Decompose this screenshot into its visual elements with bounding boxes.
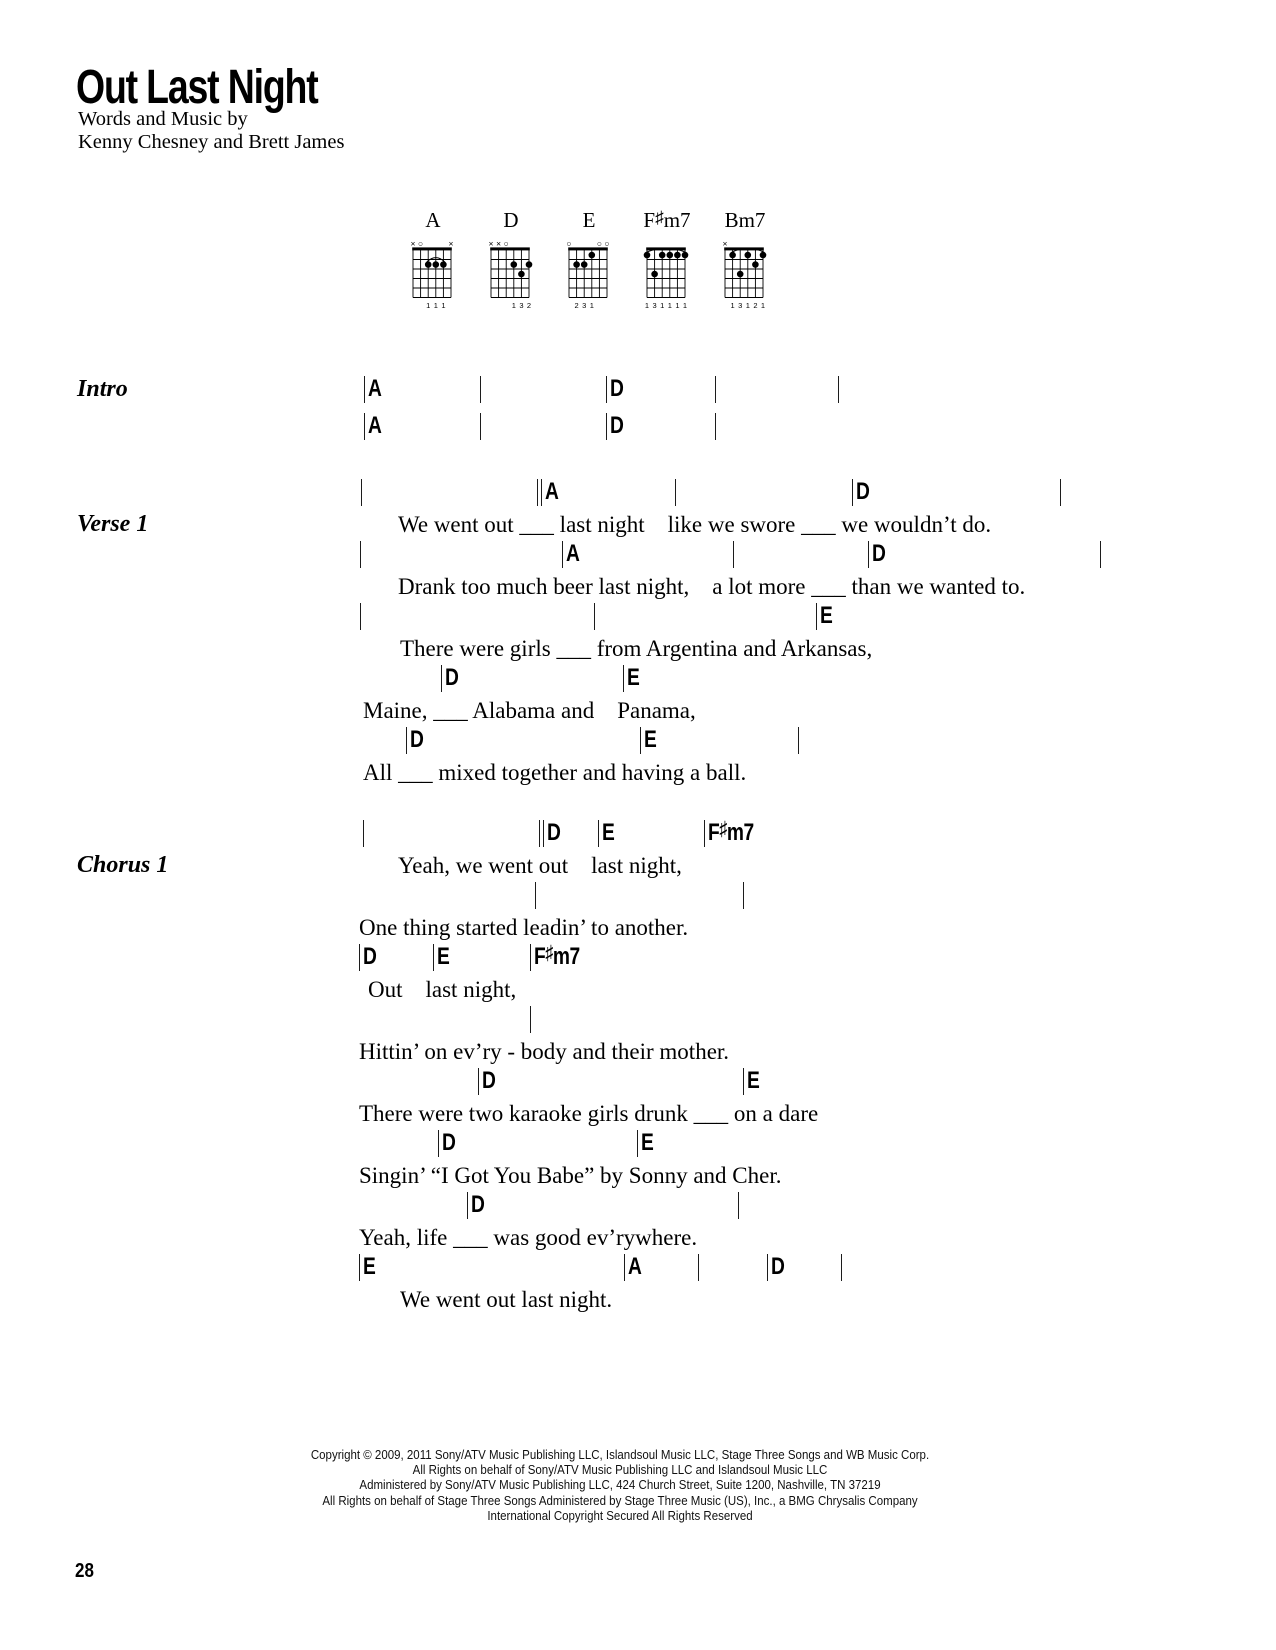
chord-symbol: D [471,1191,485,1218]
barline [363,820,364,847]
barline [598,820,599,847]
muted-string-marker: × [410,238,416,249]
barline [364,376,365,403]
barline [733,541,734,568]
barline [743,882,744,909]
chord-symbol: D [610,375,624,402]
chord-symbol: A [566,540,580,567]
lyric-line: Yeah, we went out last night, [398,853,682,878]
barline [1100,541,1101,568]
copyright-line: All Rights on behalf of Sony/ATV Music Publishing LLC and Islandsoul Music LLC [412,1463,828,1478]
chord-token-E [623,665,643,692]
fingering-number: 1 [589,301,594,310]
barline [606,413,607,440]
chord-symbol: A [628,1253,642,1280]
barline [535,882,536,909]
lyric-line: Yeah, life ___ was good ev’rywhere. [359,1225,698,1250]
chord-token-D [606,376,627,403]
chord-symbol: F♯m7 [534,942,581,970]
muted-string-marker: × [496,238,502,249]
barline [360,603,361,630]
chord-diagram-A [403,236,463,316]
chord-diagram-D [481,236,541,316]
fingering-number: 3 [519,301,524,310]
sharp-sign: ♯ [655,207,664,227]
barline [537,479,538,506]
section-label-chorus-1: Chorus 1 [77,852,169,878]
barline [738,1192,739,1219]
barline [868,541,869,568]
lyric-line: One thing started leadin’ to another. [359,915,689,940]
fingering-number: 1 [660,301,665,310]
chord-token-E [637,1130,657,1157]
lyric-line: All ___ mixed together and having a ball. [363,760,747,785]
barline [594,603,595,630]
chord-symbol: E [363,1253,376,1280]
lyric-line: There were two karaoke girls drunk ___ on a dare [359,1101,819,1126]
muted-string-marker: × [488,238,494,249]
chord-symbol: D [482,1067,496,1094]
lyric-line: We went out ___ last night like we swore ___ we wouldn’t do. [398,512,992,537]
chord-token-D [359,944,380,971]
barline-token [715,413,716,440]
barline [562,541,563,568]
barline [606,376,607,403]
chord-token-D [441,665,462,692]
muted-string-marker: × [448,238,454,249]
chord-symbol: D [410,726,424,753]
barline [1060,479,1061,506]
fingering-number: 1 [644,301,650,310]
copyright-block [50,1448,1191,1524]
fingering-number: 2 [753,301,758,310]
chord-symbol: E [627,664,640,691]
open-string-marker: ○ [604,238,610,249]
chord-symbol: D [546,819,561,846]
chord-token-D [868,541,889,568]
open-string-marker: ○ [596,238,602,249]
barline [480,413,481,440]
barline [359,1254,360,1281]
fingering-number: 1 [730,301,735,310]
fingering-number: 1 [511,301,516,310]
fingering-number: 2 [526,301,532,310]
barline [364,413,365,440]
chord-token-D [606,413,627,440]
chord-diagram-name-A: A [425,208,441,232]
barline [539,820,540,847]
chord-token-E [640,727,660,754]
fingering-number: 1 [682,301,688,310]
barline [640,727,641,754]
chord-token-E [816,603,836,630]
chord-token-D [767,1254,788,1281]
chord-token-E [359,1254,379,1281]
chord-token-A [562,541,583,568]
open-string-marker: ○ [418,238,424,249]
barline-token [480,413,481,440]
chord-token-E [598,820,618,847]
fingering-number: 1 [667,301,672,310]
chord-diagram-Fsm7 [637,236,697,316]
barline-token [363,820,364,847]
chord-diagram-name-Bm7: Bm7 [724,208,766,232]
chord-token-E [433,944,453,971]
barline-token [480,376,481,403]
fingering-number: 2 [574,301,579,310]
chord-diagram-name-D: D [503,208,519,232]
chord-diagram-E [559,236,619,316]
barline-token [530,1006,531,1033]
lyric-line: Out last night, [368,977,517,1002]
fingering-number: 1 [426,301,431,310]
barline [767,1254,768,1281]
copyright-line: International Copyright Secured All Rights Reserved [487,1508,753,1523]
chord-symbol: A [368,375,382,402]
lyric-line: Maine, ___ Alabama and Panama, [363,698,696,723]
barline-token [838,376,839,403]
barline-token [360,603,361,630]
barline [467,1192,468,1219]
barline [480,376,481,403]
barline [433,944,434,971]
chord-symbol: E [602,819,615,846]
chord-symbol: A [368,412,382,439]
chord-token-A [364,413,385,440]
open-string-marker: ○ [566,238,572,249]
barline [698,1254,699,1281]
barline-token [675,479,676,506]
chord-symbol: D [856,478,870,505]
section-label-verse-1: Verse 1 [77,511,149,537]
chord-diagram-name-Fsm7: F♯m7 [643,207,691,232]
barline-token [594,603,595,630]
lyric-line: Hittin’ on ev’ry - body and their mother. [359,1039,730,1064]
chord-symbol: D [610,412,624,439]
barline [743,1068,744,1095]
chord-token-D [467,1192,488,1219]
barline-token [1100,541,1101,568]
chord-diagram-Bm7 [715,236,775,316]
page-number: 28 [75,1560,94,1582]
barline [637,1130,638,1157]
barline [838,376,839,403]
fingering-number: 1 [433,301,438,310]
barline-token [698,1254,699,1281]
chord-token-A [624,1254,645,1281]
barline [715,413,716,440]
copyright-line: All Rights on behalf of Stage Three Songs Administered by Stage Three Music (US), Inc., a BMG Chrysalis Company [322,1493,918,1508]
fingering-number: 3 [652,301,657,310]
barline-token [738,1192,739,1219]
barline-token [715,376,716,403]
barline [816,603,817,630]
barline-token [743,882,744,909]
lyric-line: Drank too much beer last night, a lot more ___ than we wanted to. [398,574,1026,599]
barline [541,479,542,506]
chord-token-D [478,1068,499,1095]
chord-token-E [743,1068,763,1095]
chord-token-Fsm7 [530,944,592,971]
copyright-line: Administered by Sony/ATV Music Publishing LLC, 424 Church Street, Suite 1200, Nashville, TN 37219 [359,1478,881,1493]
barline-token [798,727,799,754]
barline [841,1254,842,1281]
barline-token [535,882,536,909]
barline [530,1006,531,1033]
fingering-number: 3 [738,301,743,310]
barline [675,479,676,506]
barline-token [733,541,734,568]
chord-symbol: E [747,1067,760,1094]
lyric-line: We went out last night. [400,1287,613,1312]
barline [715,376,716,403]
chord-token-D [539,820,564,847]
barline [530,944,531,971]
chord-symbol: D [442,1129,456,1156]
credit-composers: Kenny Chesney and Brett James [78,131,345,153]
credit-words-music: Words and Music by [78,108,248,130]
chord-token-Fsm7 [704,820,766,847]
sharp-sign: ♯ [719,818,728,841]
lyric-line: Singin’ “I Got You Babe” by Sonny and Cher. [359,1163,782,1188]
barline [624,1254,625,1281]
fingering-number: 3 [582,301,587,310]
barline [360,541,361,568]
fingering-number: 1 [675,301,680,310]
chord-symbol: D [771,1253,785,1280]
chord-symbol: F♯m7 [708,818,755,846]
chord-symbol: E [437,943,450,970]
open-string-marker: ○ [503,238,509,249]
fingering-number: 1 [441,301,446,310]
chord-symbol: E [820,602,833,629]
chord-symbol: D [445,664,459,691]
song-title: Out Last Night [76,61,318,114]
chord-token-D [406,727,427,754]
chord-token-A [364,376,385,403]
muted-string-marker: × [722,238,728,249]
fingering-number: 1 [760,301,766,310]
sharp-sign: ♯ [545,942,554,965]
chord-token-D [852,479,873,506]
barline [438,1130,439,1157]
chord-symbol: E [641,1129,654,1156]
barline [623,665,624,692]
barline [543,820,544,847]
barline [361,479,362,506]
lyric-line: There were girls ___ from Argentina and Arkansas, [400,636,873,661]
barline [798,727,799,754]
barline [441,665,442,692]
barline [852,479,853,506]
barline [704,820,705,847]
chord-symbol: A [544,478,559,505]
section-label-intro: Intro [77,376,128,402]
chord-token-A [537,479,562,506]
chord-symbol: D [363,943,377,970]
fingering-number: 1 [745,301,750,310]
barline [478,1068,479,1095]
barline-token [1060,479,1061,506]
chord-symbol: E [644,726,657,753]
barline-token [841,1254,842,1281]
barline [406,727,407,754]
barline [359,944,360,971]
chord-symbol: D [872,540,886,567]
copyright-line: Copyright © 2009, 2011 Sony/ATV Music Publishing LLC, Islandsoul Music LLC, Stage Three Songs and WB Music Corp. [310,1448,930,1462]
chord-diagram-name-E: E [582,208,596,232]
chord-token-D [438,1130,459,1157]
barline-token [360,541,361,568]
barline-token [361,479,362,506]
